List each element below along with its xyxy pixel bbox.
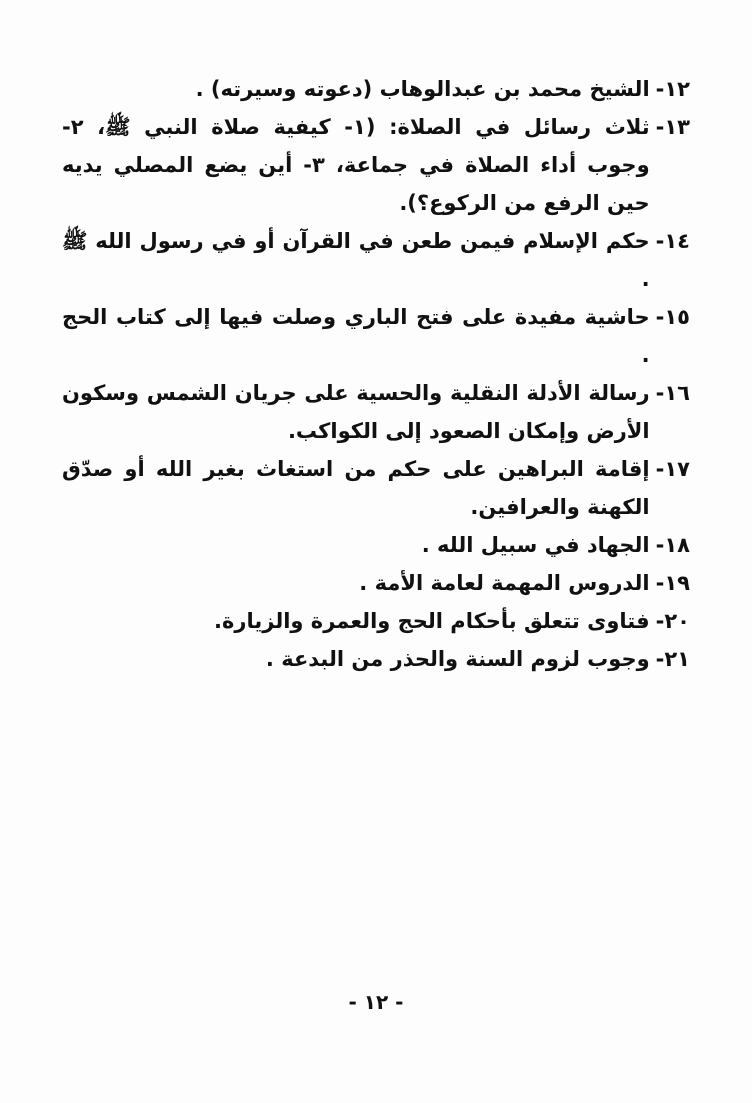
item-number: ١٦- <box>655 381 690 405</box>
item-text: حاشية مفيدة على فتح الباري وصلت فيها إلى كتاب الحج . <box>62 305 650 367</box>
item-number: ١٨- <box>655 533 690 557</box>
list-item <box>62 602 690 640</box>
item-number: ١٢- <box>655 77 690 101</box>
list-item <box>62 526 690 564</box>
item-text: الشيخ محمد بن عبدالوهاب (دعوته وسيرته) . <box>195 77 650 101</box>
item-text: وجوب لزوم السنة والحذر من البدعة . <box>265 647 650 671</box>
item-text: إقامة البراهين على حكم من استغاث بغير الله أو صدّق الكهنة والعرافين. <box>62 457 650 519</box>
list-item <box>62 374 690 450</box>
item-text: الدروس المهمة لعامة الأمة . <box>359 571 650 595</box>
item-text: رسالة الأدلة النقلية والحسية على جريان الشمس وسكون الأرض وإمكان الصعود إلى الكواكب. <box>62 381 650 443</box>
publications-list <box>62 70 690 678</box>
list-item <box>62 450 690 526</box>
list-item <box>62 640 690 678</box>
list-item <box>62 564 690 602</box>
item-text: حكم الإسلام فيمن طعن في القرآن أو في رسول الله ﷺ . <box>62 229 650 291</box>
item-number: ١٤- <box>655 229 690 253</box>
item-text: فتاوى تتعلق بأحكام الحج والعمرة والزيارة. <box>214 609 650 633</box>
list-item <box>62 298 690 374</box>
list-item <box>62 222 690 298</box>
page-number: - ١٢ - <box>348 990 404 1014</box>
item-number: ١٣- <box>655 115 690 139</box>
item-number: ٢٠- <box>655 609 690 633</box>
item-number: ٢١- <box>655 647 690 671</box>
item-number: ١٩- <box>655 571 690 595</box>
item-text: الجهاد في سبيل الله . <box>421 533 650 557</box>
item-text: ثلاث رسائل في الصلاة: (١- كيفية صلاة النبي ﷺ، ٢- وجوب أداء الصلاة في جماعة، ٣- أين يضع المصلي يديه حين الرفع من الركوع؟). <box>62 115 650 215</box>
list-item <box>62 108 690 222</box>
item-number: ١٧- <box>655 457 690 481</box>
list-item <box>62 70 690 108</box>
item-number: ١٥- <box>655 305 690 329</box>
